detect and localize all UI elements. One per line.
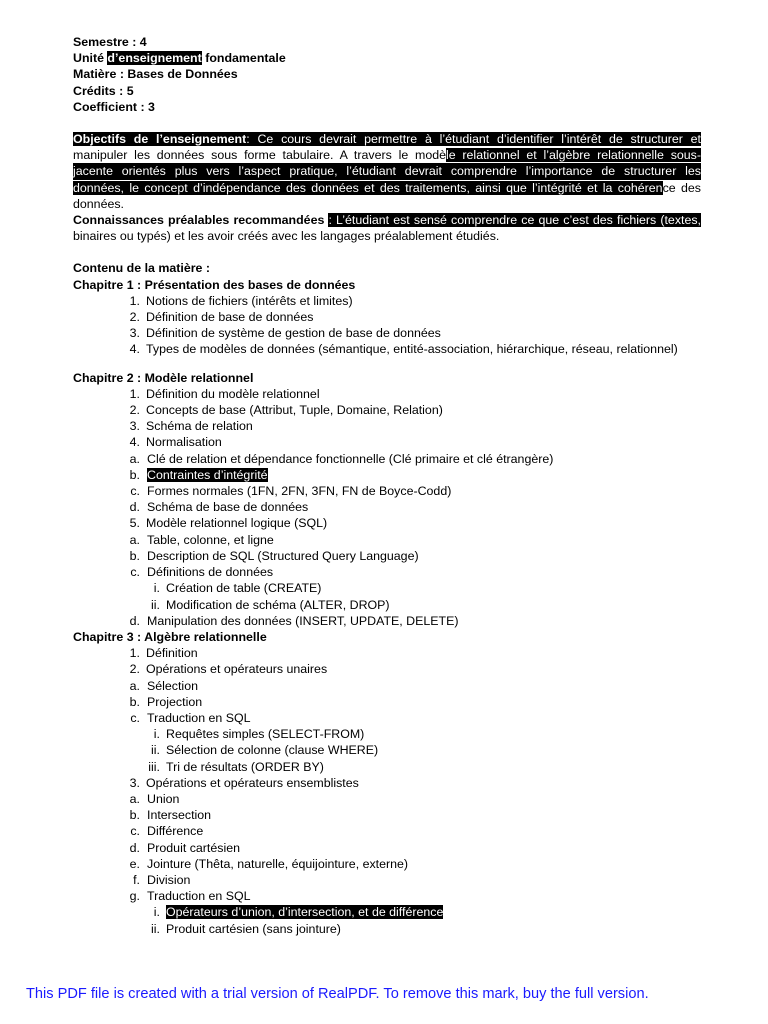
item-text-highlighted: Contraintes d’intégrité [147,467,268,482]
spacer [73,358,701,370]
list-item [73,710,701,726]
spacer [73,244,701,260]
list-item [73,325,701,341]
item-letter: b. [129,694,140,709]
list-item [73,742,701,758]
item-text: Opérations et opérateurs ensemblistes [146,775,359,790]
item-number: 2. [129,662,140,677]
contenu-title: Contenu de la matière : [73,261,211,276]
item-letter: d. [129,840,140,855]
item-text: Concepts de base (Attribut, Tuple, Domaine, Relation) [146,403,443,418]
list-item [73,726,701,742]
item-number: 3. [129,326,140,341]
list-item [73,515,701,531]
list-item [73,418,701,434]
prealables-line-2: binaires ou typés) et les avoir créés avec les langages préalablement étudiés. [73,229,500,244]
item-text: Description de SQL (Structured Query Language) [147,548,419,563]
objectifs-text-4c: ce des [662,180,701,195]
item-text: Différence [147,824,204,839]
list-item [73,341,701,357]
item-text: Définitions de données [147,565,274,580]
list-item [73,661,701,677]
unite-highlight: d’enseignement [107,51,202,66]
item-roman: i. [153,727,160,742]
item-roman: iii. [148,759,160,774]
item-letter: g. [129,889,140,904]
document-page [73,34,701,937]
item-letter: f. [133,872,140,887]
list-item [73,467,701,483]
item-number: 1. [129,386,140,401]
item-text: Définition de système de gestion de base de données [146,326,441,341]
item-text: Modèle relationnel logique (SQL) [146,516,328,531]
item-letter: b. [129,548,140,563]
item-letter: a. [129,791,140,806]
item-letter: b. [129,808,140,823]
unite-suffix: fondamentale [201,51,286,66]
item-text: Définition de base de données [146,310,314,325]
item-text: Sélection [147,678,198,693]
item-letter: d. [129,500,140,515]
item-text: Formes normales (1FN, 2FN, 3FN, FN de Boyce-Codd) [147,484,452,499]
item-text: Notions de fichiers (intérêts et limites) [146,293,353,308]
item-letter: a. [129,532,140,547]
item-text: Union [147,791,180,806]
credits-line: Crédits : 5 [73,83,134,98]
item-letter: b. [129,467,140,482]
item-letter: c. [130,484,140,499]
item-text: Définition [146,646,198,661]
list-item [73,532,701,548]
list-item [73,499,701,515]
list-item [73,823,701,839]
chapter-1-title: Chapitre 1 : Présentation des bases de données [73,277,356,292]
item-text: Requêtes simples (SELECT-FROM) [166,727,365,742]
objectifs-line-5: données. [73,196,124,211]
item-letter: a. [129,451,140,466]
item-text: Traduction en SQL [147,889,251,904]
item-text: Définition du modèle relationnel [146,386,320,401]
prealables-text-1: : L’étudiant est sensé comprendre ce que c’est des fichiers (textes, [328,213,701,228]
coefficient-line: Coefficient : 3 [73,99,155,114]
semestre-line: Semestre : 4 [73,35,147,49]
objectifs-line-1 [73,131,701,147]
list-item [73,580,701,596]
list-item [73,807,701,823]
prealables-line-1 [73,212,701,228]
list-item [73,645,701,661]
list-item [73,694,701,710]
item-text: Normalisation [146,435,222,450]
item-number: 4. [129,342,140,357]
unite-line [73,50,701,66]
list-item [73,548,701,564]
item-text: Opérations et opérateurs unaires [146,662,328,677]
list-item [73,904,701,920]
item-number: 2. [129,403,140,418]
item-text-highlighted: Opérateurs d’union, d’intersection, et de différence [166,905,444,920]
list-item [73,434,701,450]
item-text: Jointure (Thêta, naturelle, équijointure, externe) [147,856,409,871]
item-text: Création de table (CREATE) [166,581,322,596]
objectifs-text-2a: manipuler les données sous forme tabulaire. A travers le modè [73,148,446,163]
item-roman: ii. [151,597,160,612]
list-item [73,775,701,791]
item-text: Sélection de colonne (clause WHERE) [166,743,379,758]
item-number: 3. [129,419,140,434]
item-text: Types de modèles de données (sémantique, entité-association, hiérarchique, réseau, relationnel) [146,342,678,357]
list-item [73,309,701,325]
item-text: Tri de résultats (ORDER BY) [166,759,324,774]
item-number: 1. [129,646,140,661]
item-text: Modification de schéma (ALTER, DROP) [166,597,390,612]
list-item [73,856,701,872]
list-item [73,759,701,775]
objectifs-line-3: jacente orientés plus vers l’aspect pratique, l’étudiant devrait comprendre l’importance de structurer les [73,164,701,179]
item-text: Table, colonne, et ligne [147,532,274,547]
prealables-label: Connaissances préalables recommandées [73,213,325,228]
objectifs-text-4a: données, le concept d’indépendance des données et des traitements, ainsi que l’intégrité et la co [73,180,631,195]
item-roman: ii. [151,743,160,758]
item-number: 5. [129,516,140,531]
item-roman: i. [153,905,160,920]
item-number: 2. [129,310,140,325]
matiere-line: Matière : Bases de Données [73,67,238,82]
item-roman: ii. [151,921,160,936]
unite-prefix: Unité [73,51,108,66]
item-roman: i. [153,581,160,596]
item-text: Division [147,872,191,887]
item-text: Schéma de base de données [147,500,309,515]
item-letter: e. [129,856,140,871]
list-item [73,483,701,499]
list-item [73,613,701,629]
objectifs-text-2b: le relationnel et l’algèbre relationnelle sous- [446,148,701,163]
objectifs-line-2 [73,147,701,163]
list-item [73,386,701,402]
item-text: Manipulation des données (INSERT, UPDATE, DELETE) [147,613,459,628]
objectifs-text-1: : Ce cours devrait permettre à l’étudiant d’identifier l’intérêt de structurer et [246,132,701,147]
spacer [73,115,701,131]
item-letter: d. [129,613,140,628]
list-item [73,293,701,309]
list-item [73,872,701,888]
list-item [73,888,701,904]
chapter-2-title: Chapitre 2 : Modèle relationnel [73,370,254,385]
item-number: 3. [129,775,140,790]
item-letter: c. [130,710,140,725]
list-item [73,840,701,856]
list-item [73,597,701,613]
item-letter: a. [129,678,140,693]
objectifs-text-4b: héren [630,180,663,195]
objectifs-line-4 [73,180,701,196]
list-item [73,451,701,467]
trial-watermark-footer: This PDF file is created with a trial version of RealPDF. To remove this mark, buy the full version. [26,986,649,1002]
item-letter: c. [130,565,140,580]
item-text: Traduction en SQL [147,710,251,725]
objectifs-label: Objectifs de l’enseignement [73,132,247,147]
item-number: 4. [129,435,140,450]
item-number: 1. [129,293,140,308]
item-text: Produit cartésien [147,840,240,855]
item-text: Projection [147,694,203,709]
list-item [73,921,701,937]
item-letter: c. [130,824,140,839]
list-item [73,791,701,807]
item-text: Produit cartésien (sans jointure) [166,921,341,936]
chapter-3-title: Chapitre 3 : Algèbre relationnelle [73,629,267,644]
list-item [73,678,701,694]
list-item [73,402,701,418]
item-text: Intersection [147,808,212,823]
item-text: Schéma de relation [146,419,253,434]
list-item [73,564,701,580]
item-text: Clé de relation et dépendance fonctionnelle (Clé primaire et clé étrangère) [147,451,554,466]
